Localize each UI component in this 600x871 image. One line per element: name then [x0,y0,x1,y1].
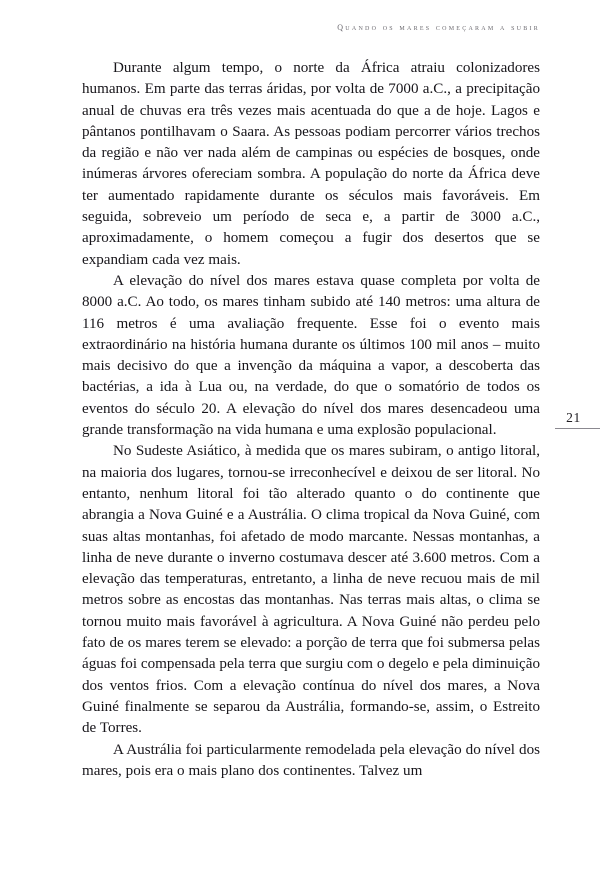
folio-rule [555,428,600,429]
page-number: 21 [566,410,581,425]
paragraph: No Sudeste Asiático, à medida que os mares subiram, o antigo litoral, na maioria dos lugares, tornou-se irreconhecível e deixou de ser litoral. No entanto, nenhum litoral foi tão alterado quanto o do continente que abrangia a Nova Guiné e a Austrália. O clima tropical da Nova Guiné, com suas altas montanhas, foi afetado de modo marcante. Nessas montanhas, a linha de neve durante o inverno costumava descer até 3.600 metros. Com a elevação das temperaturas, entretanto, a linha de neve recuou mais de mil metros sobre as encostas das montanhas. Nas terras mais altas, o clima se tornou muito mais favorável à agricultura. A Nova Guiné não perdeu pelo fato de os mares terem se elevado: a porção de terra que foi submersa pelas águas foi compensada pela terra que surgiu com o degelo e pela diminuição dos ventos frios. Com a elevação contínua do nível dos mares, a Nova Guiné finalmente se separou da Austrália, formando-se, assim, o Estreito de Torres. [82,443,540,737]
paragraph: Durante algum tempo, o norte da África atraiu colonizadores humanos. Em parte das terras áridas, por volta de 7000 a.C., a precipitação anual de chuvas era três vezes mais acentuada do que a de hoje. Lagos e pântanos pontilhavam o Saara. As pessoas podiam percorrer vários trechos da região e não ver nada além de campinas ou espécies de bosques, onde inúmeras árvores ofereciam sombra. A população do norte da África deve ter aumentado rapidamente durante os séculos mais favoráveis. Em seguida, sobreveio um período de seca e, a partir de 3000 a.C., aproximadamente, o homem começou a fugir dos desertos que se expandiam cada vez mais. [82,60,540,268]
paragraph: A Austrália foi particularmente remodelada pela elevação do nível dos mares, pois era o mais plano dos continentes. Talvez um [82,741,540,779]
running-header: quando os mares começaram a subir [337,21,540,33]
body-text-block [82,58,540,782]
paragraph: A elevação do nível dos mares estava quase completa por volta de 8000 a.C. Ao todo, os mares tinham subido até 140 metros: uma altura de 116 metros é uma avaliação frequente. Esse foi o evento mais extraordinário na história humana durante os últimos 100 mil anos – muito mais decisivo do que a invenção da máquina a vapor, a descoberta das bactérias, a ida à Lua ou, na verdade, do que o somatório de todos os eventos do século 20. A elevação do nível dos mares desencadeou uma grande transformação na vida humana e uma explosão populacional. [82,272,540,439]
folio [554,409,600,426]
